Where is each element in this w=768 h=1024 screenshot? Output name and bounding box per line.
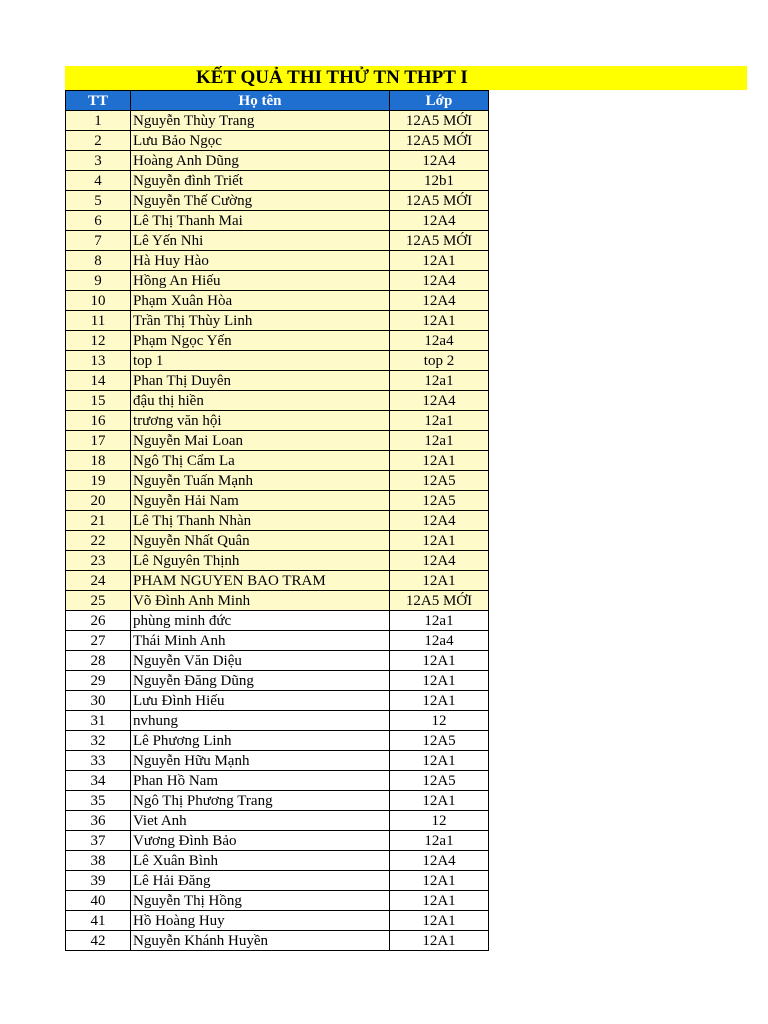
student-name-cell[interactable]: Nguyễn Đăng Dũng	[131, 671, 390, 691]
student-name-cell[interactable]: top 1	[131, 351, 390, 371]
student-name-cell[interactable]: Nguyễn Hữu Mạnh	[131, 751, 390, 771]
class-cell[interactable]: 12A1	[390, 931, 489, 951]
row-number-cell[interactable]: 30	[66, 691, 131, 711]
class-cell[interactable]: 12A5	[390, 731, 489, 751]
table-row	[66, 631, 489, 651]
class-cell[interactable]: 12A1	[390, 871, 489, 891]
row-number-cell[interactable]: 39	[66, 871, 131, 891]
class-cell[interactable]: 12A1	[390, 311, 489, 331]
title-bar	[65, 66, 747, 90]
row-number-cell[interactable]: 8	[66, 251, 131, 271]
table-row	[66, 431, 489, 451]
student-name-cell[interactable]: Phan Hồ Nam	[131, 771, 390, 791]
student-name-cell[interactable]: Lê Thị Thanh Nhàn	[131, 511, 390, 531]
table-row	[66, 691, 489, 711]
student-name-cell[interactable]: Nguyễn Khánh Huyền	[131, 931, 390, 951]
header-class[interactable]: Lớp	[390, 91, 489, 111]
class-cell[interactable]: 12A1	[390, 891, 489, 911]
results-table	[65, 90, 489, 951]
row-number-cell[interactable]: 41	[66, 911, 131, 931]
table-row	[66, 791, 489, 811]
table-row	[66, 891, 489, 911]
class-cell[interactable]: 12A1	[390, 791, 489, 811]
class-cell[interactable]: 12a1	[390, 411, 489, 431]
class-cell[interactable]: 12a1	[390, 371, 489, 391]
class-cell[interactable]: 12A4	[390, 211, 489, 231]
sheet-title: KẾT QUẢ THI THỬ TN THPT I	[196, 67, 468, 88]
row-number-cell[interactable]: 16	[66, 411, 131, 431]
row-number-cell[interactable]: 7	[66, 231, 131, 251]
student-name-cell[interactable]: Nguyễn Nhất Quân	[131, 531, 390, 551]
row-number-cell[interactable]: 6	[66, 211, 131, 231]
row-number-cell[interactable]: 31	[66, 711, 131, 731]
table-row	[66, 851, 489, 871]
row-number-cell[interactable]: 35	[66, 791, 131, 811]
student-name-cell[interactable]: đậu thị hiền	[131, 391, 390, 411]
row-number-cell[interactable]: 9	[66, 271, 131, 291]
table-row	[66, 731, 489, 751]
class-cell[interactable]: 12A5	[390, 771, 489, 791]
table-row	[66, 231, 489, 251]
student-name-cell[interactable]: Ngô Thị Phương Trang	[131, 791, 390, 811]
table-row	[66, 751, 489, 771]
header-row	[66, 91, 489, 111]
student-name-cell[interactable]: trương văn hội	[131, 411, 390, 431]
table-row	[66, 371, 489, 391]
student-name-cell[interactable]: Phan Thị Duyên	[131, 371, 390, 391]
class-cell[interactable]: 12A4	[390, 551, 489, 571]
row-number-cell[interactable]: 11	[66, 311, 131, 331]
class-cell[interactable]: 12b1	[390, 171, 489, 191]
student-name-cell[interactable]: Nguyễn Thùy Trang	[131, 111, 390, 131]
class-cell[interactable]: 12	[390, 811, 489, 831]
table-row	[66, 511, 489, 531]
row-number-cell[interactable]: 34	[66, 771, 131, 791]
table-row	[66, 131, 489, 151]
student-name-cell[interactable]: Phạm Ngọc Yến	[131, 331, 390, 351]
table-row	[66, 491, 489, 511]
class-cell[interactable]: 12A4	[390, 151, 489, 171]
row-number-cell[interactable]: 5	[66, 191, 131, 211]
student-name-cell[interactable]: Lê Thị Thanh Mai	[131, 211, 390, 231]
row-number-cell[interactable]: 23	[66, 551, 131, 571]
row-number-cell[interactable]: 18	[66, 451, 131, 471]
table-row	[66, 711, 489, 731]
row-number-cell[interactable]: 27	[66, 631, 131, 651]
student-name-cell[interactable]: Hồ Hoàng Huy	[131, 911, 390, 931]
class-cell[interactable]: 12A5 MỚI	[390, 591, 489, 611]
row-number-cell[interactable]: 21	[66, 511, 131, 531]
class-cell[interactable]: 12A4	[390, 391, 489, 411]
class-cell[interactable]: 12A5	[390, 491, 489, 511]
table-row	[66, 191, 489, 211]
class-cell[interactable]: 12A1	[390, 251, 489, 271]
class-cell[interactable]: 12A4	[390, 851, 489, 871]
class-cell[interactable]: 12A1	[390, 751, 489, 771]
class-cell[interactable]: 12A4	[390, 511, 489, 531]
table-row	[66, 651, 489, 671]
table-row	[66, 351, 489, 371]
row-number-cell[interactable]: 4	[66, 171, 131, 191]
class-cell[interactable]: 12A1	[390, 531, 489, 551]
row-number-cell[interactable]: 20	[66, 491, 131, 511]
table-row	[66, 331, 489, 351]
table-row	[66, 111, 489, 131]
table-row	[66, 471, 489, 491]
class-cell[interactable]: top 2	[390, 351, 489, 371]
student-name-cell[interactable]: Lê Yến Nhi	[131, 231, 390, 251]
student-name-cell[interactable]: Thái Minh Anh	[131, 631, 390, 651]
row-number-cell[interactable]: 10	[66, 291, 131, 311]
row-number-cell[interactable]: 22	[66, 531, 131, 551]
table-row	[66, 211, 489, 231]
row-number-cell[interactable]: 13	[66, 351, 131, 371]
student-name-cell[interactable]: Võ Đình Anh Minh	[131, 591, 390, 611]
student-name-cell[interactable]: Nguyễn Thị Hồng	[131, 891, 390, 911]
student-name-cell[interactable]: PHAM NGUYEN BAO TRAM	[131, 571, 390, 591]
row-number-cell[interactable]: 33	[66, 751, 131, 771]
table-body	[66, 111, 489, 951]
table-row	[66, 271, 489, 291]
table-row	[66, 831, 489, 851]
table-row	[66, 531, 489, 551]
row-number-cell[interactable]: 14	[66, 371, 131, 391]
student-name-cell[interactable]: Hoàng Anh Dũng	[131, 151, 390, 171]
student-name-cell[interactable]: Lê Xuân Bình	[131, 851, 390, 871]
class-cell[interactable]: 12a1	[390, 831, 489, 851]
student-name-cell[interactable]: Nguyễn đình Triết	[131, 171, 390, 191]
row-number-cell[interactable]: 19	[66, 471, 131, 491]
row-number-cell[interactable]: 17	[66, 431, 131, 451]
class-cell[interactable]: 12A4	[390, 271, 489, 291]
row-number-cell[interactable]: 12	[66, 331, 131, 351]
row-number-cell[interactable]: 1	[66, 111, 131, 131]
class-cell[interactable]: 12a1	[390, 611, 489, 631]
class-cell[interactable]: 12A1	[390, 571, 489, 591]
class-cell[interactable]: 12A4	[390, 291, 489, 311]
class-cell[interactable]: 12a4	[390, 331, 489, 351]
class-cell[interactable]: 12A5	[390, 471, 489, 491]
row-number-cell[interactable]: 25	[66, 591, 131, 611]
student-name-cell[interactable]: Ngô Thị Cẩm La	[131, 451, 390, 471]
table-row	[66, 251, 489, 271]
table-row	[66, 311, 489, 331]
row-number-cell[interactable]: 29	[66, 671, 131, 691]
header-tt[interactable]: TT	[66, 91, 131, 111]
table-row	[66, 391, 489, 411]
row-number-cell[interactable]: 37	[66, 831, 131, 851]
row-number-cell[interactable]: 24	[66, 571, 131, 591]
table-row	[66, 771, 489, 791]
table-row	[66, 291, 489, 311]
student-name-cell[interactable]: Lê Hải Đăng	[131, 871, 390, 891]
row-number-cell[interactable]: 15	[66, 391, 131, 411]
table-row	[66, 551, 489, 571]
student-name-cell[interactable]: Lê Phương Linh	[131, 731, 390, 751]
row-number-cell[interactable]: 2	[66, 131, 131, 151]
class-cell[interactable]: 12A1	[390, 451, 489, 471]
student-name-cell[interactable]: nvhung	[131, 711, 390, 731]
student-name-cell[interactable]: Lê Nguyên Thịnh	[131, 551, 390, 571]
student-name-cell[interactable]: Nguyễn Hải Nam	[131, 491, 390, 511]
student-name-cell[interactable]: Nguyễn Văn Diệu	[131, 651, 390, 671]
student-name-cell[interactable]: Lưu Bảo Ngọc	[131, 131, 390, 151]
class-cell[interactable]: 12A5 MỚI	[390, 231, 489, 251]
class-cell[interactable]: 12A5 MỚI	[390, 111, 489, 131]
student-name-cell[interactable]: Hà Huy Hào	[131, 251, 390, 271]
student-name-cell[interactable]: Nguyễn Thế Cường	[131, 191, 390, 211]
table-row	[66, 671, 489, 691]
table-row	[66, 611, 489, 631]
row-number-cell[interactable]: 26	[66, 611, 131, 631]
class-cell[interactable]: 12A1	[390, 911, 489, 931]
row-number-cell[interactable]: 36	[66, 811, 131, 831]
class-cell[interactable]: 12A1	[390, 691, 489, 711]
table-row	[66, 911, 489, 931]
student-name-cell[interactable]: Vương Đình Bảo	[131, 831, 390, 851]
class-cell[interactable]: 12A1	[390, 651, 489, 671]
class-cell[interactable]: 12A1	[390, 671, 489, 691]
table-row	[66, 151, 489, 171]
table-row	[66, 811, 489, 831]
class-cell[interactable]: 12	[390, 711, 489, 731]
class-cell[interactable]: 12a1	[390, 431, 489, 451]
table-row	[66, 411, 489, 431]
header-name[interactable]: Họ tên	[131, 91, 390, 111]
table-row	[66, 591, 489, 611]
row-number-cell[interactable]: 28	[66, 651, 131, 671]
table-row	[66, 171, 489, 191]
table-row	[66, 571, 489, 591]
table-row	[66, 451, 489, 471]
row-number-cell[interactable]: 42	[66, 931, 131, 951]
student-name-cell[interactable]: Hồng An Hiếu	[131, 271, 390, 291]
table-row	[66, 931, 489, 951]
student-name-cell[interactable]: Viet Anh	[131, 811, 390, 831]
row-number-cell[interactable]: 3	[66, 151, 131, 171]
student-name-cell[interactable]: Lưu Đình Hiếu	[131, 691, 390, 711]
student-name-cell[interactable]: Phạm Xuân Hòa	[131, 291, 390, 311]
student-name-cell[interactable]: Nguyễn Mai Loan	[131, 431, 390, 451]
class-cell[interactable]: 12A5 MỚI	[390, 191, 489, 211]
student-name-cell[interactable]: phùng minh đức	[131, 611, 390, 631]
student-name-cell[interactable]: Trần Thị Thùy Linh	[131, 311, 390, 331]
row-number-cell[interactable]: 38	[66, 851, 131, 871]
student-name-cell[interactable]: Nguyễn Tuấn Mạnh	[131, 471, 390, 491]
row-number-cell[interactable]: 40	[66, 891, 131, 911]
class-cell[interactable]: 12a4	[390, 631, 489, 651]
row-number-cell[interactable]: 32	[66, 731, 131, 751]
class-cell[interactable]: 12A5 MỚI	[390, 131, 489, 151]
table-row	[66, 871, 489, 891]
